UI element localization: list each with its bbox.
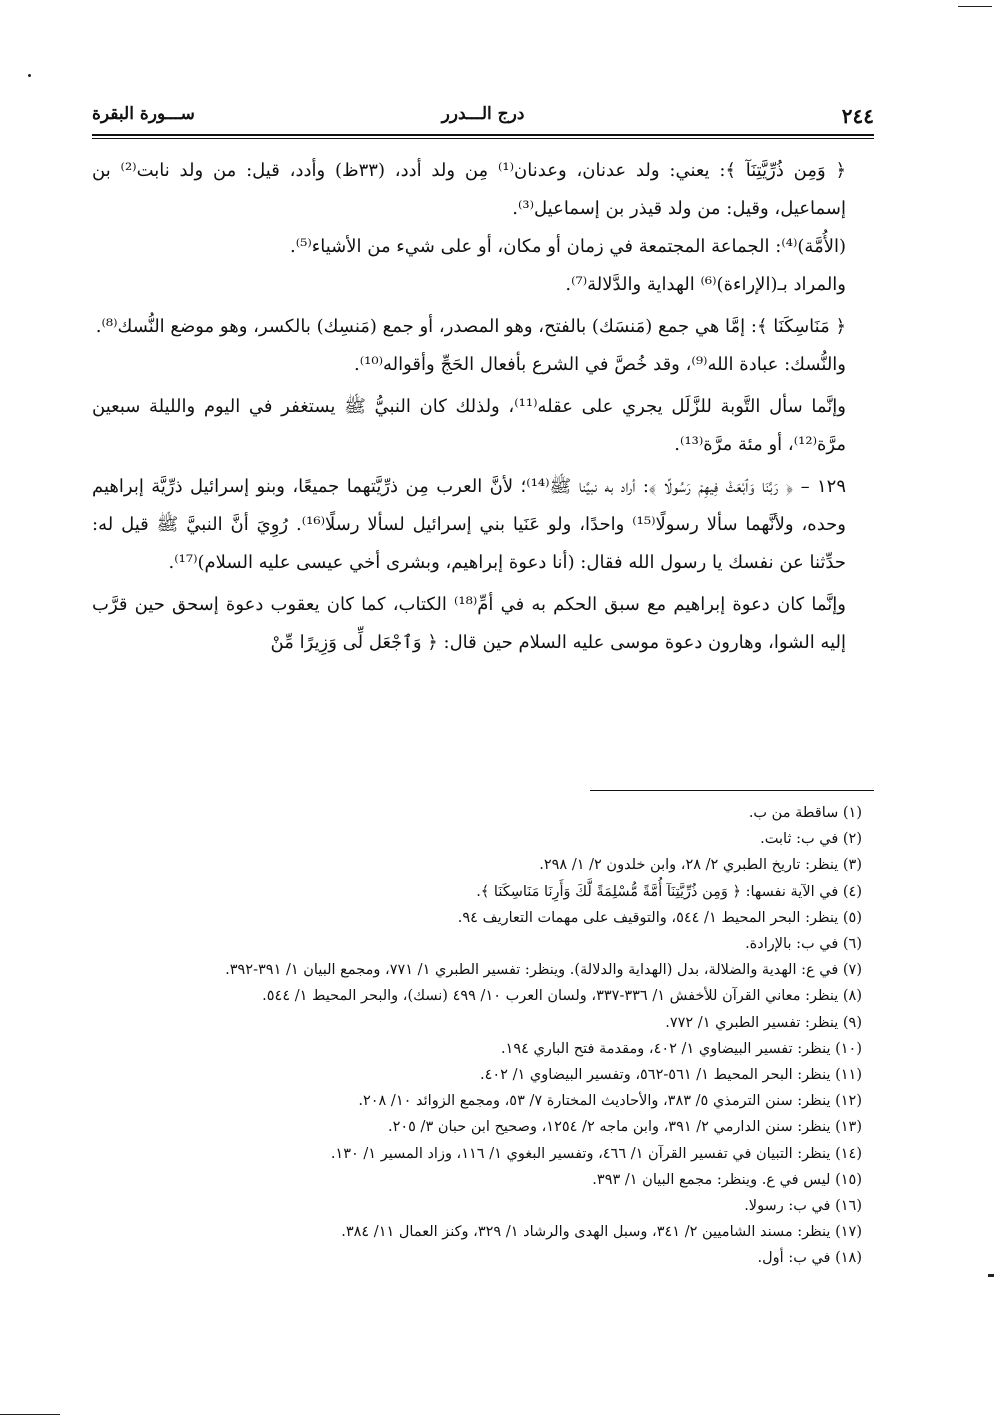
footnote: (٢) في ب: ثابت. [760, 831, 862, 848]
main-text [92, 152, 874, 662]
paragraph: ﴿ وَمِن ذُرِّيَّتِنَآ ﴾: يعني: ولد عدنان، وعدنان⁽¹⁾ مِن ولد أدد، (٣٣ظ) وأدد، قيل: من ولد نابت⁽²⁾ بن إسماعيل، وقيل: من ولد قيذر بن إسماعيل⁽³⁾. [92, 160, 847, 219]
footnote: (٩) ينظر: تفسير الطبري ١/ ٧٧٢. [665, 1014, 862, 1031]
footnote: (١٣) ينظر: سنن الدارمي ٢/ ٣٩١، وابن ماجه ٢/ ١٢٥٤، وصحيح ابن حبان ٣/ ٢٠٥. [387, 1119, 862, 1136]
scan-mark-right-edge [988, 1274, 994, 1277]
paragraph: والمراد بـ(الإراءة)⁽⁶⁾ الهداية والدَّلالة⁽⁷⁾. [565, 274, 846, 295]
footnote: (١٥) ليس في ع. وينظر: مجمع البيان ١/ ٣٩٣. [592, 1171, 862, 1188]
footnote: (١٤) ينظر: التبيان في تفسير القرآن ١/ ٤٦٦، وتفسير البغوي ١/ ١١٦، وزاد المسير ١/ ١٣٠. [330, 1145, 862, 1162]
paragraph: ﴿ مَنَاسِكَنَا ﴾: إمَّا هي جمع (مَنسَك) بالفتح، وهو المصدر، أو جمع (مَنسِك) بالكسر، وهو موضع النُّسك⁽⁸⁾. [95, 316, 846, 337]
footnote: (٣) ينظر: تاريخ الطبري ٢/ ٢٨، وابن خلدون ٢/ ١/ ٢٩٨. [539, 857, 862, 874]
book-title: درج الـــدرر [441, 104, 525, 124]
paragraph: وإنَّما سأل التَّوبة للزَّلَل يجري على عقله⁽¹¹⁾، ولذلك كان النبيُّ ﷺ يستغفر في اليوم والليلة سبعين مرَّة⁽¹²⁾، أو مئة مرَّة⁽¹³⁾. [92, 396, 846, 455]
paragraph: والنُّسك: عبادة الله⁽⁹⁾، وقد خُصَّ في الشرع بأفعال الحَجِّ وأقواله⁽¹⁰⁾. [353, 354, 846, 375]
header-rule [92, 134, 874, 139]
footnote: (١١) ينظر: البحر المحيط ١/ ٥٦١-٥٦٢، وتفسير البيضاوي ١/ ٤٠٢. [479, 1067, 862, 1084]
footnote: (١٠) ينظر: تفسير البيضاوي ١/ ٤٠٢، ومقدمة فتح الباري ١٩٤. [500, 1040, 862, 1057]
footnote: (٤) في الآية نفسها: ﴿ وَمِن ذُرِّيَّتِنَآ أُمَّةً مُّسْلِمَةً لَّكَ وَأَرِنَا مَنَاسِكَنَا ﴾. [476, 883, 862, 900]
page-number: ٢٤٤ [841, 104, 874, 128]
footnote: (١) ساقطة من ب. [748, 805, 862, 821]
scan-mark-bottom-left [0, 1414, 60, 1415]
footnote-separator [590, 790, 874, 791]
footnote: (١٧) ينظر: مسند الشاميين ٢/ ٣٤١، وسبل الهدى والرشاد ١/ ٣٢٩، وكنز العمال ١١/ ٣٨٤. [341, 1224, 862, 1241]
scan-mark-top-right [958, 6, 992, 7]
footnote: (١٨) في ب: أول. [757, 1250, 862, 1267]
scan-mark-dot [28, 74, 31, 77]
paragraph: (الأُمَّة)⁽⁴⁾: الجماعة المجتمعة في زمان أو مكان، أو على شيء من الأشياء⁽⁵⁾. [290, 236, 846, 257]
page-header [92, 100, 874, 130]
footnote: (٨) ينظر: معاني القرآن للأخفش ١/ ٣٣٦-٣٣٧، ولسان العرب ١٠/ ٤٩٩ (نسك)، والبحر المحيط ١/ ٥٤٤. [262, 988, 862, 1005]
footnote: (١٢) ينظر: سنن الترمذي ٥/ ٣٨٣، والأحاديث المختارة ٧/ ٥٣، ومجمع الزوائد ١٠/ ٢٠٨. [358, 1093, 862, 1110]
footnote: (٧) في ع: الهدية والضلالة، بدل (الهداية والدلالة). وينظر: تفسير الطبري ١/ ٧٧١، ومجمع البيان ١/ ٣٩١-٣٩٢. [225, 962, 862, 979]
footnote: (٥) ينظر: البحر المحيط ١/ ٥٤٤، والتوقيف على مهمات التعاريف ٩٤. [457, 909, 862, 926]
footnotes [92, 800, 874, 1272]
paragraph: ١٢٩ – ﴿ رَبَّنَا وَٱبْعَثْ فِيهِمْ رَسُولًا ﴾: أراد به نبيَّنا ﷺ⁽¹⁴⁾؛ لأنَّ العرب مِن ذرِّيَّتهما جميعًا، وبنو إسرائيل ذرِّيَّة إبراهيم وحده، ولأنَّهما سألا رسولًا⁽¹⁵⁾ واحدًا، ولو عَنَيا بني إسرائيل لسألا رسلًا⁽¹⁶⁾. رُوِيَ أنَّ النبيَّ ﷺ قيل له: حدِّثنا عن نفسك يا رسول الله فقال: (أنا دعوة إبراهيم، وبشرى أخي عيسى عليه السلام)⁽¹⁷⁾. [92, 476, 846, 573]
footnote: (١٦) في ب: رسولا. [744, 1198, 862, 1215]
surah-name: ســـورة البقرة [92, 104, 195, 124]
paragraph: وإنَّما كان دعوة إبراهيم مع سبق الحكم به في أمِّ⁽¹⁸⁾ الكتاب، كما كان يعقوب دعوة إسحق حين قرَّب إليه الشوا، وهارون دعوة موسى عليه السلام حين قال: ﴿ وَٱجْعَل لِّى وَزِيرًا مِّنْ [92, 594, 846, 653]
footnote: (٦) في ب: بالإرادة. [745, 936, 862, 953]
